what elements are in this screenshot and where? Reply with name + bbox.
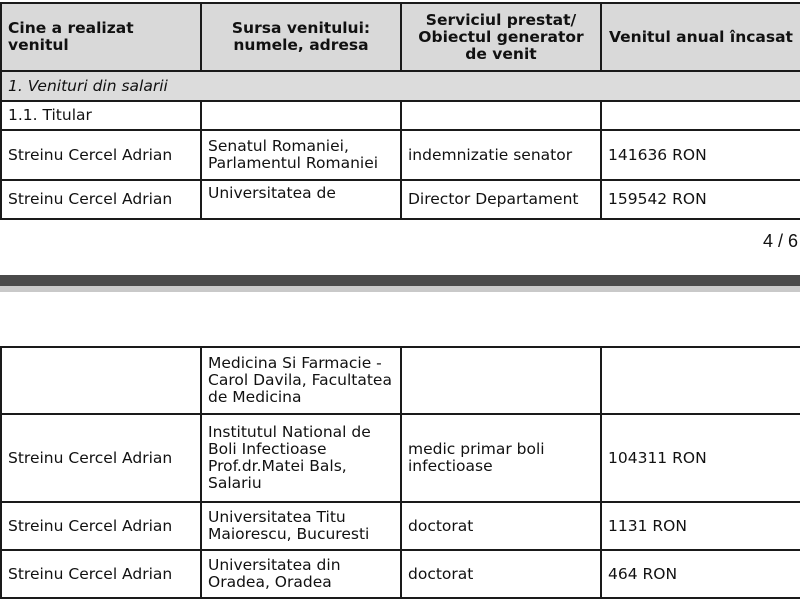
- header-who: Cine a realizat venitul: [1, 3, 201, 71]
- cell-income: 464 RON: [601, 550, 800, 598]
- cell-service: doctorat: [401, 502, 601, 550]
- cell-source: Institutul National de Boli Infectioase Prof.dr.Matei Bals, Salariu: [201, 414, 401, 502]
- section-title: 1. Venituri din salarii: [1, 71, 800, 101]
- table-header-row: [1, 3, 800, 71]
- cell-who: Streinu Cercel Adrian: [1, 550, 201, 598]
- cell-source: Universitatea din Oradea, Oradea: [201, 550, 401, 598]
- cell-who: Streinu Cercel Adrian: [1, 414, 201, 502]
- income-table-page-5: [0, 346, 800, 599]
- cell-who: Streinu Cercel Adrian: [1, 180, 201, 219]
- cell-source: Medicina Si Farmacie - Carol Davila, Facultatea de Medicina: [201, 347, 401, 414]
- header-income: Venitul anual încasat: [601, 3, 800, 71]
- cell-source: Universitatea Titu Maiorescu, Bucuresti: [201, 502, 401, 550]
- income-table-page-4: [0, 2, 800, 220]
- cell-service: Director Departament: [401, 180, 601, 219]
- section-row: [1, 71, 800, 101]
- empty-cell: [601, 101, 800, 130]
- cell-income: 159542 RON: [601, 180, 800, 219]
- cell-service: doctorat: [401, 550, 601, 598]
- subsection-title: 1.1. Titular: [1, 101, 201, 130]
- table-row: [1, 550, 800, 598]
- table-row: [1, 414, 800, 502]
- cell-service: [401, 347, 601, 414]
- table-row: [1, 347, 800, 414]
- cell-income: 104311 RON: [601, 414, 800, 502]
- subsection-row: [1, 101, 800, 130]
- cell-income: [601, 347, 800, 414]
- header-source: Sursa venitului: numele, adresa: [201, 3, 401, 71]
- cell-who: [1, 347, 201, 414]
- table-row: [1, 130, 800, 180]
- page-number: 4 / 6: [762, 231, 798, 251]
- empty-cell: [201, 101, 401, 130]
- header-service: Serviciul prestat/ Obiectul generator de venit: [401, 3, 601, 71]
- cell-income: 141636 RON: [601, 130, 800, 180]
- cell-source: Universitatea de: [201, 180, 401, 219]
- empty-cell: [401, 101, 601, 130]
- table-row: [1, 502, 800, 550]
- cell-source: Senatul Romaniei, Parlamentul Romaniei: [201, 130, 401, 180]
- cell-income: 1131 RON: [601, 502, 800, 550]
- page-separator: [0, 275, 800, 292]
- table-row: [1, 180, 800, 219]
- cell-who: Streinu Cercel Adrian: [1, 502, 201, 550]
- cell-who: Streinu Cercel Adrian: [1, 130, 201, 180]
- cell-service: indemnizatie senator: [401, 130, 601, 180]
- cell-service: medic primar boli infectioase: [401, 414, 601, 502]
